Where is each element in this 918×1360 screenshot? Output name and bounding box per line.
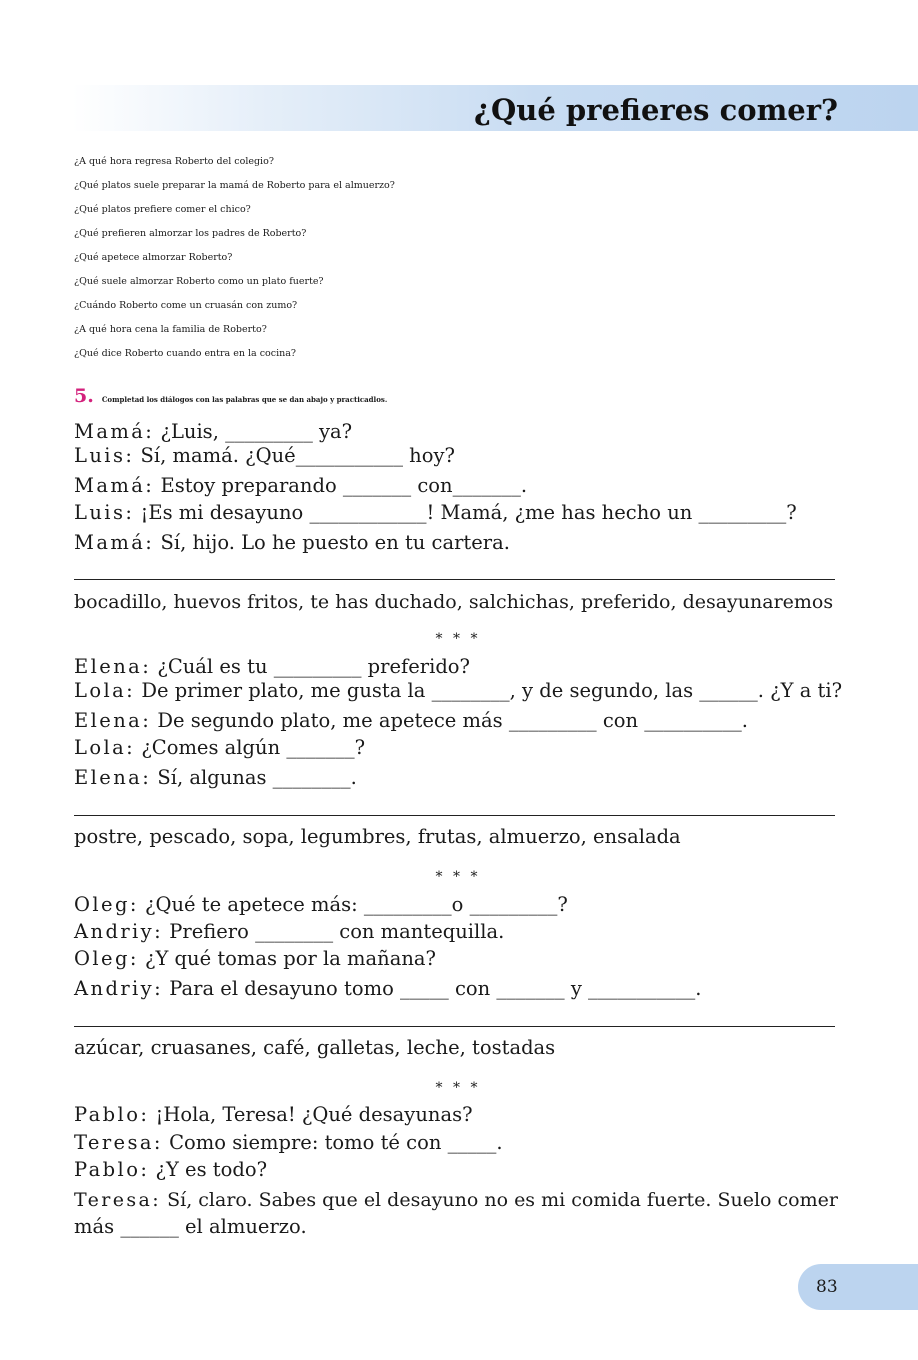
question: ¿A qué hora regresa Roberto del colegio?	[74, 156, 274, 167]
speaker: Lola:	[74, 736, 136, 759]
dialogue-line	[74, 1102, 473, 1128]
dialogue-line	[74, 976, 702, 1002]
line-text: Prefiero ________ con mantequilla.	[169, 920, 505, 943]
dialogue-line	[74, 473, 527, 499]
speaker: Luis:	[74, 501, 135, 524]
dialogue-line	[74, 1187, 838, 1213]
word-bank: postre, pescado, sopa, legumbres, frutas, almuerzo, ensalada	[74, 825, 681, 848]
exercise-instruction: Completad los diálogos con las palabras que se dan abajo y practicadlos.	[101, 395, 388, 404]
line-text: ¡Es mi desayuno ____________! Mamá, ¿me has hecho un _________?	[140, 501, 797, 524]
dialogue-line	[74, 735, 365, 761]
dialogue-line	[74, 678, 842, 704]
line-text: ¿Y es todo?	[155, 1158, 268, 1181]
separator-stars: * * *	[435, 631, 481, 647]
speaker: Pablo:	[74, 1103, 150, 1126]
question: ¿Qué prefieren almorzar los padres de Roberto?	[74, 228, 307, 239]
separator-stars: * * *	[435, 869, 481, 885]
line-text: De segundo plato, me apetece más _________ con __________.	[157, 709, 748, 732]
speaker: Elena:	[74, 766, 152, 789]
line-text: ¿Comes algún _______?	[141, 736, 366, 759]
dialogue-line	[74, 443, 455, 469]
speaker: Teresa:	[74, 1131, 163, 1154]
line-text: Sí, hijo. Lo he puesto en tu cartera.	[160, 531, 510, 554]
divider	[74, 1026, 835, 1027]
line-text: más ______ el almuerzo.	[74, 1215, 307, 1238]
question: ¿Qué platos suele preparar la mamá de Roberto para el almuerzo?	[74, 180, 395, 191]
line-text: Para el desayuno tomo _____ con _______ y ___________.	[169, 977, 702, 1000]
line-text: De primer plato, me gusta la ________, y de segundo, las ______. ¿Y a ti?	[141, 679, 843, 702]
dialogue-line	[74, 500, 797, 526]
speaker: Elena:	[74, 709, 152, 732]
line-text: ¿Qué te apetece más: _________o _________?	[145, 893, 568, 916]
exercise-number: 5.	[74, 385, 94, 407]
speaker: Lola:	[74, 679, 136, 702]
question: ¿Qué platos prefiere comer el chico?	[74, 204, 251, 215]
dialogue-line	[74, 530, 510, 556]
dialogue-line-continuation	[74, 1214, 307, 1240]
line-text: ¡Hola, Teresa! ¿Qué desayunas?	[155, 1103, 473, 1126]
question: ¿Cuándo Roberto come un cruasán con zumo?	[74, 300, 298, 311]
line-text: Estoy preparando _______ con_______.	[160, 474, 528, 497]
speaker: Luis:	[74, 444, 135, 467]
line-text: ¿Cuál es tu _________ preferido?	[157, 655, 470, 678]
question: ¿Qué suele almorzar Roberto como un plato fuerte?	[74, 276, 324, 287]
dialogue-line	[74, 946, 436, 972]
line-text: ¿Y qué tomas por la mañana?	[145, 947, 436, 970]
page-title: ¿Qué prefieres comer?	[474, 93, 838, 127]
speaker: Mamá:	[74, 474, 155, 497]
word-bank: bocadillo, huevos fritos, te has duchado, salchichas, preferido, desayunaremos	[74, 591, 834, 613]
dialogue-line	[74, 1157, 267, 1183]
question: ¿A qué hora cena la familia de Roberto?	[74, 324, 267, 335]
speaker: Oleg:	[74, 947, 139, 970]
line-text: Sí, claro. Sabes que el desayuno no es mi comida fuerte. Suelo comer	[167, 1189, 838, 1211]
separator-stars: * * *	[435, 1080, 481, 1096]
dialogue-line	[74, 1130, 503, 1156]
question: ¿Qué dice Roberto cuando entra en la cocina?	[74, 348, 296, 359]
speaker: Andriy:	[74, 977, 164, 1000]
divider	[74, 815, 835, 816]
speaker: Mamá:	[74, 531, 155, 554]
line-text: Como siempre: tomo té con _____.	[169, 1131, 503, 1154]
line-text: Sí, algunas ________.	[157, 766, 357, 789]
speaker: Mamá:	[74, 420, 155, 443]
line-text: ¿Luis, _________ ya?	[160, 420, 353, 443]
dialogue-line	[74, 708, 748, 734]
word-bank: azúcar, cruasanes, café, galletas, leche, tostadas	[74, 1036, 556, 1059]
dialogue-line	[74, 892, 568, 918]
speaker: Elena:	[74, 655, 152, 678]
line-text: Sí, mamá. ¿Qué___________ hoy?	[140, 444, 455, 467]
question: ¿Qué apetece almorzar Roberto?	[74, 252, 233, 263]
divider	[74, 579, 835, 580]
speaker: Pablo:	[74, 1158, 150, 1181]
speaker: Andriy:	[74, 920, 164, 943]
dialogue-line	[74, 654, 470, 680]
dialogue-line	[74, 765, 357, 791]
questions-list	[74, 150, 854, 366]
dialogue-line	[74, 919, 504, 945]
page-number: 83	[798, 1264, 918, 1310]
speaker: Oleg:	[74, 893, 139, 916]
speaker: Teresa:	[74, 1189, 162, 1211]
exercise-heading	[74, 383, 874, 413]
dialogue-line	[74, 419, 352, 445]
